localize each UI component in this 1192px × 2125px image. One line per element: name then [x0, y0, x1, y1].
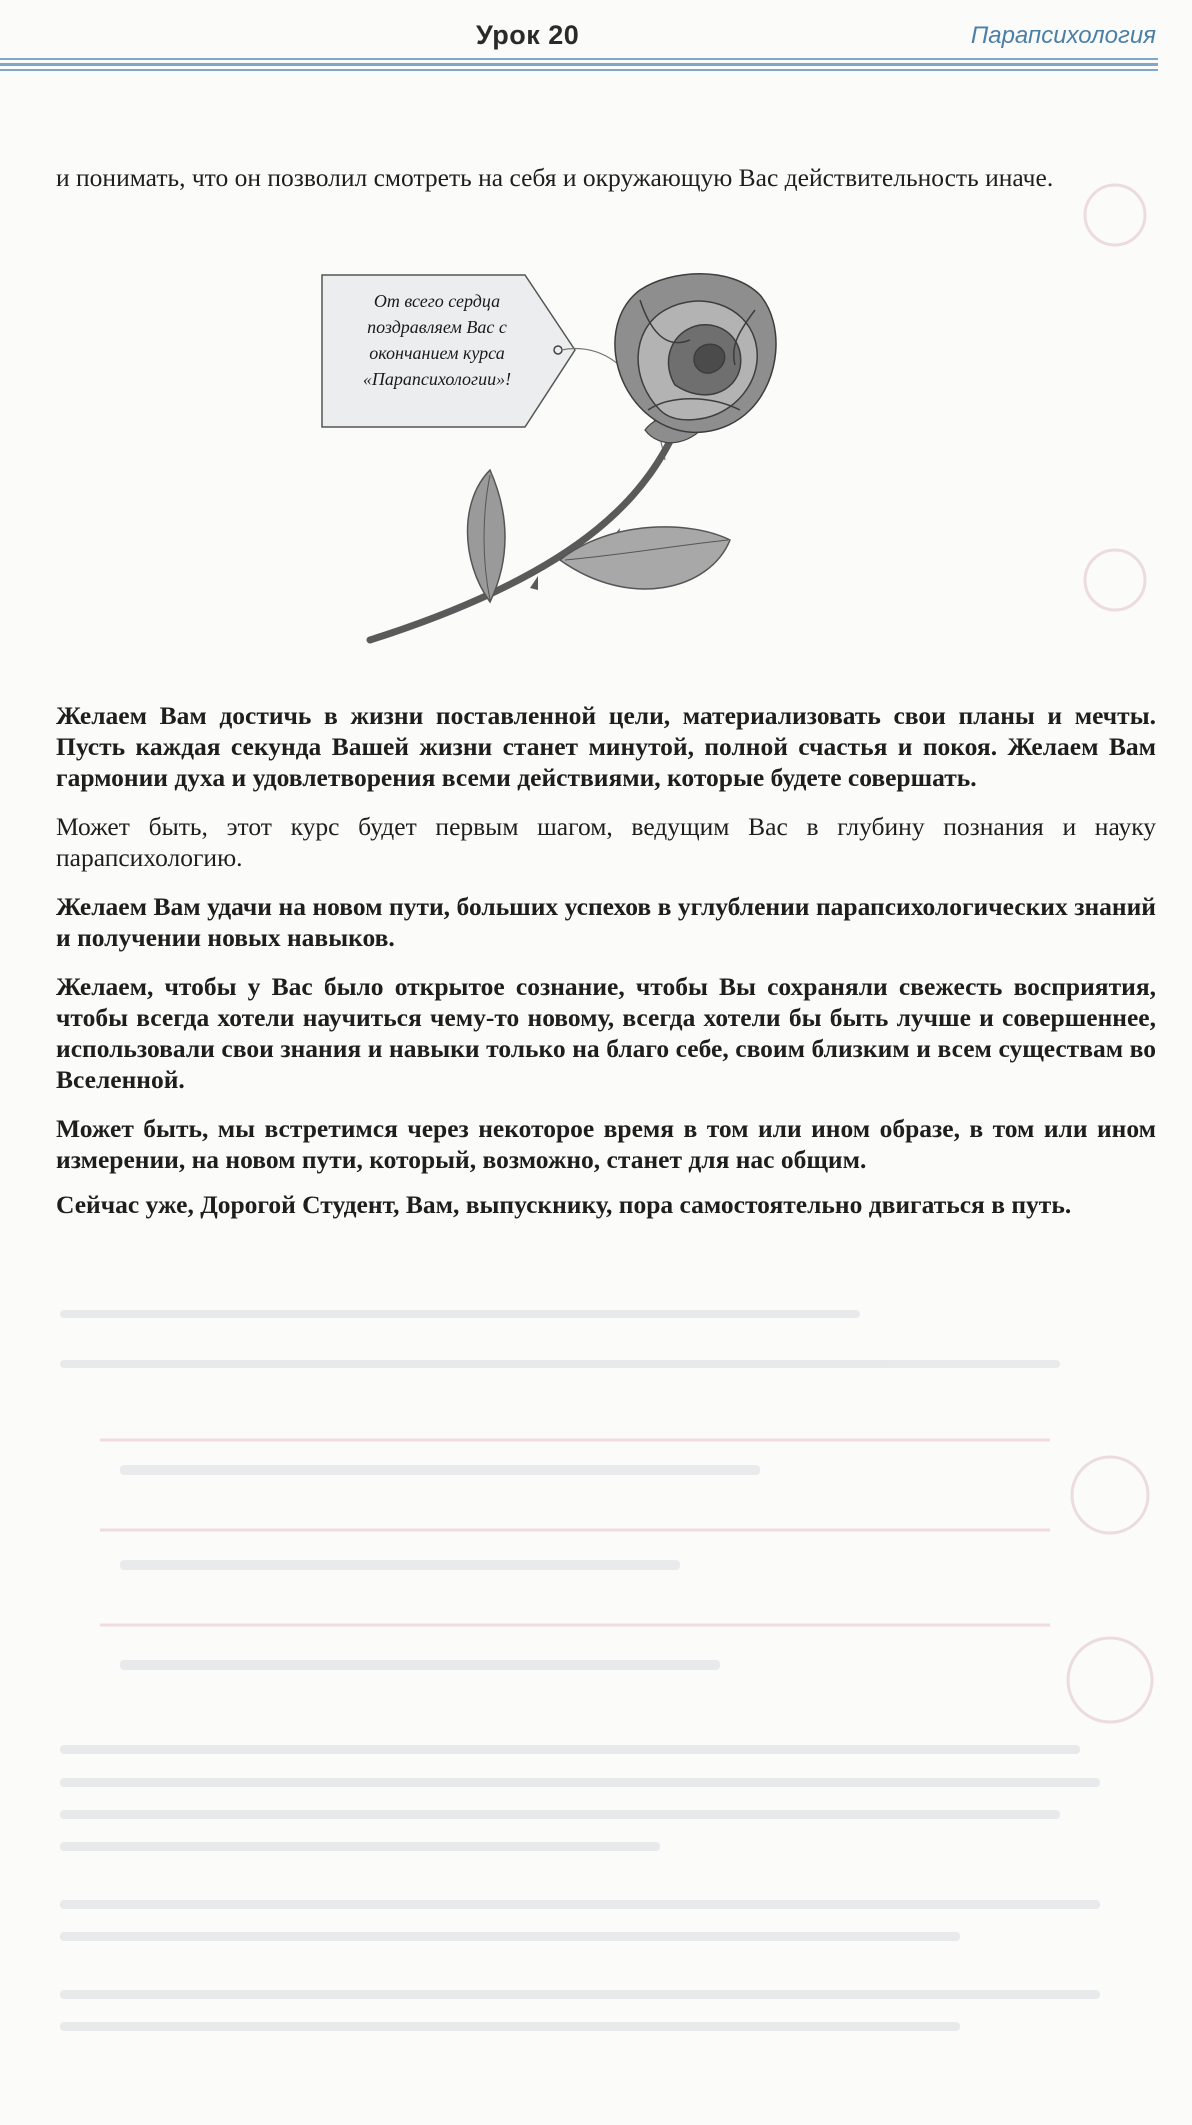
rose-flower: [615, 274, 776, 433]
paragraph-first-step: Может быть, этот курс будет первым шагом, ведущим Вас в глубину познания и науку парапсихологию.: [56, 812, 1156, 872]
rose-leaf-left: [468, 470, 506, 602]
paragraph-open-mind: Желаем, чтобы у Вас было открытое сознание, чтобы Вы сохраняли свежесть восприятия, чтобы всегда хотели научиться чему-то новому, всегда хотели бы быть лучше и совершеннее, использовали свои знания и навыки только на благо себе, своим близким и всем существам во Вселенной.: [56, 972, 1156, 1094]
paragraph-meet-again: Может быть, мы встретимся через некоторое время в том или ином образе, в том или ином измерении, на новом пути, который, возможно, станет для нас общим.: [56, 1114, 1156, 1174]
tag-line: окончанием курса: [369, 343, 505, 363]
paragraph-farewell: Сейчас уже, Дорогой Студент, Вам, выпускнику, пора самостоятельно двигаться в путь.: [56, 1190, 1072, 1219]
page-header: [0, 0, 1192, 68]
rose-illustration: [310, 270, 780, 670]
thorn: [530, 576, 538, 590]
header-rule: [0, 69, 1158, 71]
greeting-tag-text: [322, 288, 552, 392]
lesson-number: Урок 20: [476, 20, 580, 50]
paragraph-wish-goal: Желаем Вам достичь в жизни поставленной цели, материализовать свои планы и мечты. Пусть каждая секунда Вашей жизни станет минутой, полной счастья и покоя. Желаем Вам гармонии духа и удовлетворения всеми действиями, которые будете совершать.: [56, 701, 1156, 792]
header-rule: [0, 63, 1158, 66]
tag-line: От всего сердца: [373, 291, 501, 311]
main-text: [56, 700, 1156, 1220]
intro-paragraph: [56, 162, 1156, 193]
intro-text: и понимать, что он позволил смотреть на себя и окружающую Вас действительность иначе.: [56, 163, 1054, 192]
paragraph-good-luck: Желаем Вам удачи на новом пути, больших успехов в углублении парапсихологических знаний и получении новых навыков.: [56, 892, 1156, 952]
course-title: Парапсихология: [970, 22, 1156, 49]
tag-line: поздравляем Вас с: [367, 317, 507, 337]
tag-line: «Парапсихологии»!: [362, 369, 512, 389]
header-rule: [0, 58, 1158, 60]
